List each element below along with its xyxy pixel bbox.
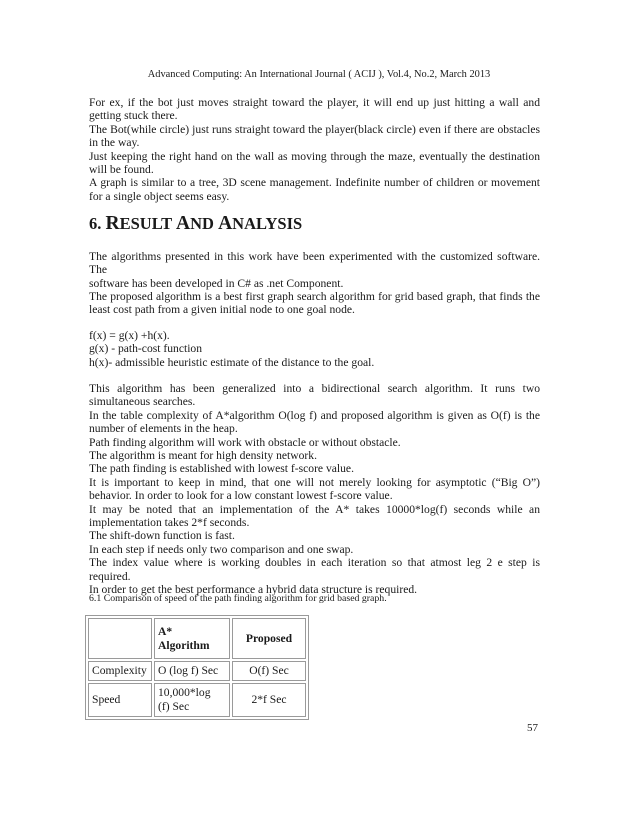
table-caption: 6.1 Comparison of speed of the path finding algorithm for grid based graph. xyxy=(89,593,387,604)
body-paragraph xyxy=(89,382,540,597)
text-line: The shift-down function is fast. xyxy=(89,529,235,543)
heading-text: NALYSIS xyxy=(232,214,303,233)
table-cell: O (log f) Sec xyxy=(154,661,230,681)
table-cell: Speed xyxy=(88,683,152,717)
text-line: in the way. xyxy=(89,136,140,150)
text-line: The Bot(while circle) just runs straight toward the player(black circle) even if there are obstacles xyxy=(89,122,540,136)
text-line: It may be noted that an implementation of the A* takes 10000*log(f) seconds while an xyxy=(89,502,540,516)
text-line: For ex, if the bot just moves straight toward the player, it will end up just hitting a wall and xyxy=(89,96,540,109)
text-line: The path finding is established with lowest f-score value. xyxy=(89,462,354,476)
text-line: A graph is similar to a tree, 3D scene management. Indefinite number of children or movement xyxy=(89,176,540,190)
body-paragraph xyxy=(89,250,540,290)
text-line: The proposed algorithm is a best first graph search algorithm for grid based graph, that finds the xyxy=(89,290,540,303)
table-header-cell xyxy=(88,618,152,659)
text-line: least cost path from a given initial node to one goal node. xyxy=(89,303,355,317)
text-line: In each step if needs only two comparison and one swap. xyxy=(89,542,354,556)
table-cell: Complexity xyxy=(88,661,152,681)
page-number: 57 xyxy=(527,722,538,734)
running-header: Advanced Computing: An International Journal ( ACIJ ), Vol.4, No.2, March 2013 xyxy=(147,69,491,80)
section-number: 6. xyxy=(89,214,102,233)
formula-line: g(x) - path-cost function xyxy=(89,342,203,356)
comparison-table xyxy=(85,615,309,720)
text-line: software has been developed in C# as .net Component. xyxy=(89,276,344,290)
text-line: Just keeping the right hand on the wall as moving through the maze, eventually the destination xyxy=(89,149,540,163)
table-cell xyxy=(154,683,230,717)
heading-text: ESULT xyxy=(119,214,177,233)
heading-initial: R xyxy=(105,213,120,234)
table-header-row xyxy=(88,618,306,659)
text-line: behavior. In order to look for a low constant lowest f-score value. xyxy=(89,489,393,503)
text-line: The algorithms presented in this work have been experimented with the customized software. The xyxy=(89,250,540,277)
heading-initial: A xyxy=(218,213,233,234)
text-line: It is important to keep in mind, that one will not merely looking for asymptotic (“Big O”) xyxy=(89,475,540,489)
header-text: Algorithm xyxy=(158,638,210,652)
cell-text: 10,000*log xyxy=(158,686,211,699)
text-line: simultaneous searches. xyxy=(89,395,196,409)
text-line: will be found. xyxy=(89,163,154,177)
intro-paragraph xyxy=(89,96,540,203)
text-line: for a single object seems easy. xyxy=(89,189,230,203)
heading-text: ND xyxy=(190,214,219,233)
text-line: implementation takes 2*f seconds. xyxy=(89,516,250,530)
body-paragraph xyxy=(89,290,540,317)
text-line: Path finding algorithm will work with obstacle or without obstacle. xyxy=(89,435,401,449)
section-heading xyxy=(89,213,302,235)
cell-text: (f) Sec xyxy=(158,700,190,713)
heading-initial: A xyxy=(176,213,191,234)
table-row xyxy=(88,661,306,681)
text-line: The algorithm is meant for high density network. xyxy=(89,449,317,463)
table-row xyxy=(88,683,306,717)
formula-line: f(x) = g(x) +h(x). xyxy=(89,329,170,342)
text-line: getting stuck there. xyxy=(89,109,178,123)
text-line: In order to get the best performance a hybrid data structure is required. xyxy=(89,583,418,597)
formula-block xyxy=(89,329,540,369)
table-cell: 2*f Sec xyxy=(232,683,306,717)
text-line: In the table complexity of A*algorithm O(log f) and proposed algorithm is given as O(f) is the xyxy=(89,408,540,422)
formula-line: h(x)- admissible heuristic estimate of the distance to the goal. xyxy=(89,355,375,369)
table-header-cell xyxy=(154,618,230,659)
text-line: number of elements in the heap. xyxy=(89,422,238,436)
header-text: A* xyxy=(158,624,173,638)
text-line: This algorithm has been generalized into a bidirectional search algorithm. It runs two xyxy=(89,382,540,395)
table-header-cell: Proposed xyxy=(232,618,306,659)
table-cell: O(f) Sec xyxy=(232,661,306,681)
text-line: The index value where is working doubles in each iteration so that atmost leg 2 e step is required. xyxy=(89,556,540,583)
